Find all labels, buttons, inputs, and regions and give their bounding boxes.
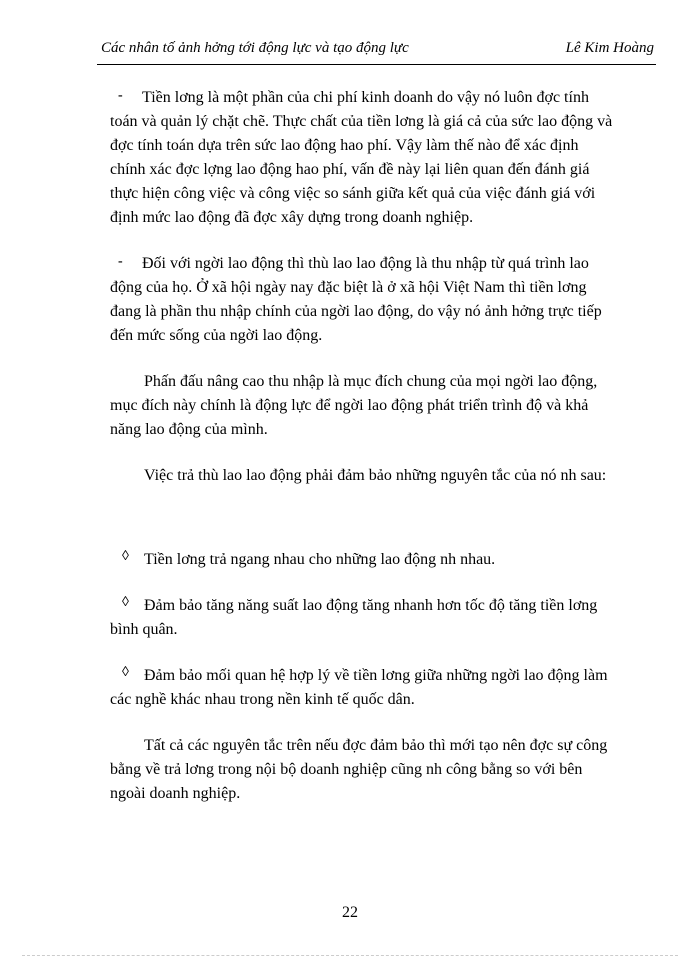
dash-paragraph-text: Đối với ngời lao động thì thù lao lao động là thu nhập từ quá trình lao động của họ. Ở xã hội ngày nay đặc biệt là ở xã hội Việt Nam thì tiền lơng đang là phần thu nhập chính của ngời lao động, do vậy nó ảnh hởng trực tiếp đến mức sống của ngời lao động. [110,255,602,344]
spacer [110,488,618,548]
dash-paragraph-text: Tiền lơng là một phần của chi phí kinh doanh do vậy nó luôn đợc tính toán và quản lý chặt chẽ. Thực chất của tiền lơng là giá cả của sức lao động và đợc tính toán dựa trên sức lao động hao phí. Vậy làm thế nào để xác định chính xác đợc lợng lao động hao phí, vấn đề này lại liên quan đến đánh giá thực hiện công việc và công việc so sánh giữa kết quả của việc đánh giá với định mức lao động đã đợc xây dựng trong doanh nghiệp. [110,89,613,226]
spacer [110,642,618,664]
page-bottom-edge [22,955,678,956]
dash-paragraph-salary-cost [110,86,618,230]
page-body [110,86,618,806]
principle-item [110,594,618,642]
spacer [110,572,618,594]
dash-bullet-icon: - [118,254,123,269]
dash-bullet-icon: - [118,88,123,103]
principle-text: Đảm bảo mối quan hệ hợp lý về tiền lơng giữa những ngời lao động làm các nghề khác nhau trong nền kinh tế quốc dân. [110,667,608,708]
diamond-bullet-icon: ◊ [122,549,129,564]
header-title: Các nhân tố ảnh hởng tới động lực và tạo động lực [101,40,409,56]
principle-item [110,664,618,712]
principle-item [110,548,618,572]
dash-paragraph-worker-income [110,252,618,348]
spacer [110,230,618,252]
page-header [101,40,654,60]
diamond-bullet-icon: ◊ [122,665,129,680]
paragraph-conclusion: Tất cả các nguyên tắc trên nếu đợc đảm bảo thì mới tạo nên đợc sự công bằng về trả lơng trong nội bộ doanh nghiệp cũng nh công bằng so với bên ngoài doanh nghiệp. [110,737,608,802]
principle-text: Đảm bảo tăng năng suất lao động tăng nhanh hơn tốc độ tăng tiền lơng bình quân. [110,597,598,638]
spacer [110,442,618,464]
header-author: Lê Kim Hoàng [565,40,654,56]
diamond-bullet-icon: ◊ [122,595,129,610]
spacer [110,712,618,734]
paragraph-principles-intro: Việc trả thù lao lao động phải đảm bảo những nguyên tắc của nó nh sau: [144,467,607,484]
page-number: 22 [342,904,358,921]
paragraph-goal: Phấn đấu nâng cao thu nhập là mục đích chung của mọi ngời lao động, mục đích này chính là động lực để ngời lao động phát triển trình độ và khả năng lao động của mình. [110,373,598,438]
header-rule [97,64,656,65]
principle-text: Tiền lơng trả ngang nhau cho những lao động nh nhau. [144,551,496,568]
spacer [110,348,618,370]
